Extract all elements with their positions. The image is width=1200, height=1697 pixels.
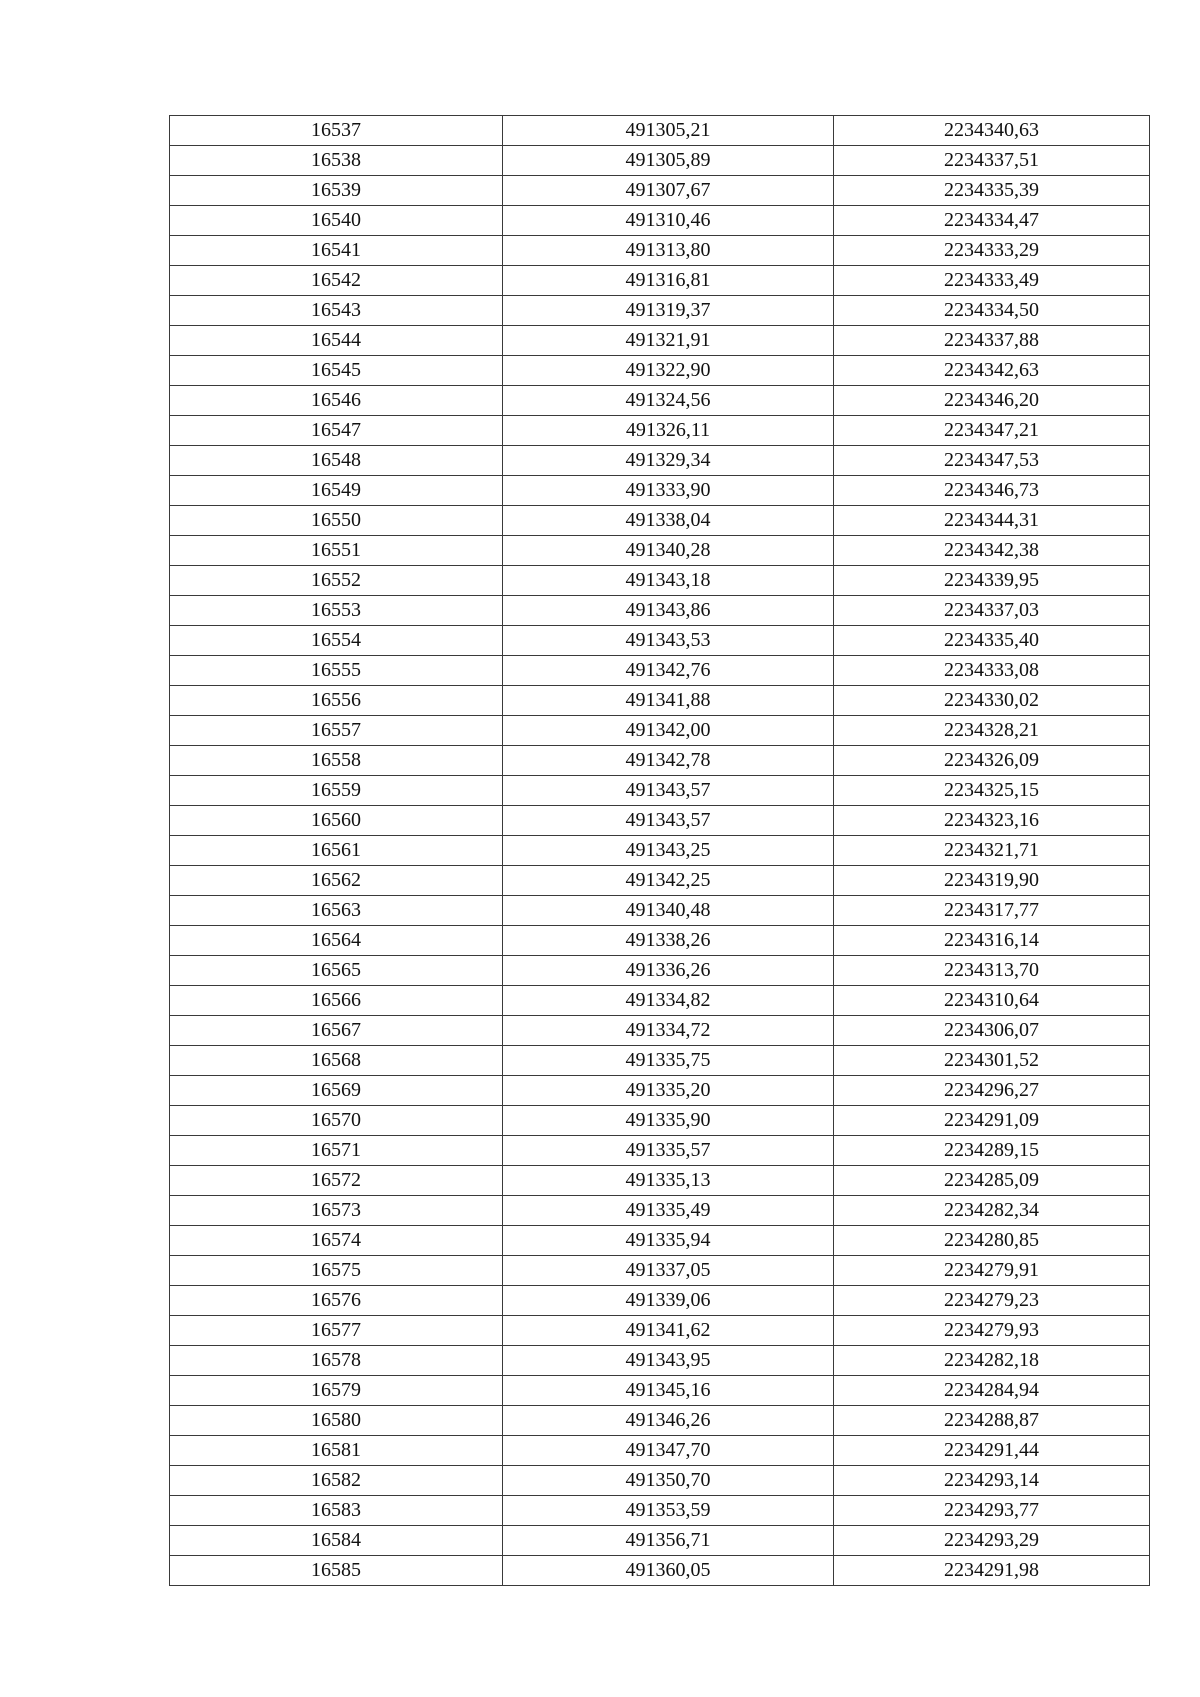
point-number-cell: 16538 <box>170 146 503 176</box>
x-coordinate-cell: 491342,78 <box>503 746 834 776</box>
y-coordinate-cell: 2234344,31 <box>834 506 1150 536</box>
table-row <box>170 506 1150 536</box>
table-row <box>170 1196 1150 1226</box>
table-row <box>170 926 1150 956</box>
table-row <box>170 536 1150 566</box>
point-number-cell: 16584 <box>170 1526 503 1556</box>
y-coordinate-cell: 2234333,08 <box>834 656 1150 686</box>
x-coordinate-cell: 491343,53 <box>503 626 834 656</box>
x-coordinate-cell: 491345,16 <box>503 1376 834 1406</box>
y-coordinate-cell: 2234296,27 <box>834 1076 1150 1106</box>
table-row <box>170 116 1150 146</box>
table-row <box>170 1466 1150 1496</box>
y-coordinate-cell: 2234285,09 <box>834 1166 1150 1196</box>
y-coordinate-cell: 2234347,53 <box>834 446 1150 476</box>
point-number-cell: 16583 <box>170 1496 503 1526</box>
table-row <box>170 1316 1150 1346</box>
table-row <box>170 1106 1150 1136</box>
table-row <box>170 746 1150 776</box>
point-number-cell: 16565 <box>170 956 503 986</box>
x-coordinate-cell: 491329,34 <box>503 446 834 476</box>
x-coordinate-cell: 491339,06 <box>503 1286 834 1316</box>
point-number-cell: 16570 <box>170 1106 503 1136</box>
x-coordinate-cell: 491334,72 <box>503 1016 834 1046</box>
table-row <box>170 1046 1150 1076</box>
y-coordinate-cell: 2234326,09 <box>834 746 1150 776</box>
table-row <box>170 266 1150 296</box>
table-row <box>170 1286 1150 1316</box>
point-number-cell: 16556 <box>170 686 503 716</box>
y-coordinate-cell: 2234291,44 <box>834 1436 1150 1466</box>
x-coordinate-cell: 491316,81 <box>503 266 834 296</box>
point-number-cell: 16547 <box>170 416 503 446</box>
table-row <box>170 1226 1150 1256</box>
point-number-cell: 16539 <box>170 176 503 206</box>
y-coordinate-cell: 2234347,21 <box>834 416 1150 446</box>
point-number-cell: 16557 <box>170 716 503 746</box>
y-coordinate-cell: 2234319,90 <box>834 866 1150 896</box>
y-coordinate-cell: 2234337,03 <box>834 596 1150 626</box>
y-coordinate-cell: 2234301,52 <box>834 1046 1150 1076</box>
point-number-cell: 16577 <box>170 1316 503 1346</box>
y-coordinate-cell: 2234334,50 <box>834 296 1150 326</box>
table-row <box>170 326 1150 356</box>
x-coordinate-cell: 491342,76 <box>503 656 834 686</box>
table-row <box>170 1136 1150 1166</box>
x-coordinate-cell: 491360,05 <box>503 1556 834 1586</box>
y-coordinate-cell: 2234346,73 <box>834 476 1150 506</box>
point-number-cell: 16553 <box>170 596 503 626</box>
x-coordinate-cell: 491342,00 <box>503 716 834 746</box>
point-number-cell: 16542 <box>170 266 503 296</box>
table-row <box>170 236 1150 266</box>
table-row <box>170 1526 1150 1556</box>
point-number-cell: 16551 <box>170 536 503 566</box>
point-number-cell: 16548 <box>170 446 503 476</box>
y-coordinate-cell: 2234339,95 <box>834 566 1150 596</box>
x-coordinate-cell: 491321,91 <box>503 326 834 356</box>
y-coordinate-cell: 2234337,88 <box>834 326 1150 356</box>
y-coordinate-cell: 2234342,63 <box>834 356 1150 386</box>
x-coordinate-cell: 491305,89 <box>503 146 834 176</box>
y-coordinate-cell: 2234293,29 <box>834 1526 1150 1556</box>
y-coordinate-cell: 2234337,51 <box>834 146 1150 176</box>
table-row <box>170 1076 1150 1106</box>
table-row <box>170 866 1150 896</box>
x-coordinate-cell: 491307,67 <box>503 176 834 206</box>
x-coordinate-cell: 491341,88 <box>503 686 834 716</box>
point-number-cell: 16585 <box>170 1556 503 1586</box>
point-number-cell: 16567 <box>170 1016 503 1046</box>
y-coordinate-cell: 2234330,02 <box>834 686 1150 716</box>
y-coordinate-cell: 2234346,20 <box>834 386 1150 416</box>
point-number-cell: 16559 <box>170 776 503 806</box>
point-number-cell: 16560 <box>170 806 503 836</box>
x-coordinate-cell: 491342,25 <box>503 866 834 896</box>
point-number-cell: 16541 <box>170 236 503 266</box>
point-number-cell: 16540 <box>170 206 503 236</box>
point-number-cell: 16544 <box>170 326 503 356</box>
x-coordinate-cell: 491335,49 <box>503 1196 834 1226</box>
y-coordinate-cell: 2234293,14 <box>834 1466 1150 1496</box>
table-row <box>170 896 1150 926</box>
point-number-cell: 16558 <box>170 746 503 776</box>
table-row <box>170 1496 1150 1526</box>
y-coordinate-cell: 2234310,64 <box>834 986 1150 1016</box>
y-coordinate-cell: 2234317,77 <box>834 896 1150 926</box>
table-row <box>170 176 1150 206</box>
x-coordinate-cell: 491305,21 <box>503 116 834 146</box>
y-coordinate-cell: 2234334,47 <box>834 206 1150 236</box>
table-row <box>170 776 1150 806</box>
x-coordinate-cell: 491343,25 <box>503 836 834 866</box>
y-coordinate-cell: 2234280,85 <box>834 1226 1150 1256</box>
point-number-cell: 16543 <box>170 296 503 326</box>
y-coordinate-cell: 2234333,29 <box>834 236 1150 266</box>
table-row <box>170 146 1150 176</box>
x-coordinate-cell: 491353,59 <box>503 1496 834 1526</box>
point-number-cell: 16581 <box>170 1436 503 1466</box>
table-row <box>170 716 1150 746</box>
y-coordinate-cell: 2234323,16 <box>834 806 1150 836</box>
table-row <box>170 836 1150 866</box>
table-row <box>170 1556 1150 1586</box>
x-coordinate-cell: 491335,13 <box>503 1166 834 1196</box>
y-coordinate-cell: 2234284,94 <box>834 1376 1150 1406</box>
y-coordinate-cell: 2234335,39 <box>834 176 1150 206</box>
table-row <box>170 596 1150 626</box>
point-number-cell: 16552 <box>170 566 503 596</box>
point-number-cell: 16561 <box>170 836 503 866</box>
point-number-cell: 16550 <box>170 506 503 536</box>
table-row <box>170 476 1150 506</box>
point-number-cell: 16546 <box>170 386 503 416</box>
table-row <box>170 206 1150 236</box>
y-coordinate-cell: 2234288,87 <box>834 1406 1150 1436</box>
point-number-cell: 16571 <box>170 1136 503 1166</box>
point-number-cell: 16575 <box>170 1256 503 1286</box>
x-coordinate-cell: 491338,26 <box>503 926 834 956</box>
x-coordinate-cell: 491335,94 <box>503 1226 834 1256</box>
x-coordinate-cell: 491335,75 <box>503 1046 834 1076</box>
point-number-cell: 16563 <box>170 896 503 926</box>
point-number-cell: 16572 <box>170 1166 503 1196</box>
y-coordinate-cell: 2234293,77 <box>834 1496 1150 1526</box>
point-number-cell: 16555 <box>170 656 503 686</box>
x-coordinate-cell: 491334,82 <box>503 986 834 1016</box>
table-row <box>170 956 1150 986</box>
table-row <box>170 446 1150 476</box>
table-row <box>170 1166 1150 1196</box>
x-coordinate-cell: 491335,20 <box>503 1076 834 1106</box>
x-coordinate-cell: 491346,26 <box>503 1406 834 1436</box>
table-row <box>170 1406 1150 1436</box>
x-coordinate-cell: 491341,62 <box>503 1316 834 1346</box>
x-coordinate-cell: 491326,11 <box>503 416 834 446</box>
x-coordinate-cell: 491313,80 <box>503 236 834 266</box>
y-coordinate-cell: 2234282,34 <box>834 1196 1150 1226</box>
table-row <box>170 806 1150 836</box>
y-coordinate-cell: 2234306,07 <box>834 1016 1150 1046</box>
x-coordinate-cell: 491343,86 <box>503 596 834 626</box>
table-row <box>170 566 1150 596</box>
table-row <box>170 656 1150 686</box>
x-coordinate-cell: 491335,90 <box>503 1106 834 1136</box>
x-coordinate-cell: 491322,90 <box>503 356 834 386</box>
y-coordinate-cell: 2234279,23 <box>834 1286 1150 1316</box>
y-coordinate-cell: 2234279,93 <box>834 1316 1150 1346</box>
coordinates-table <box>169 115 1150 1586</box>
y-coordinate-cell: 2234313,70 <box>834 956 1150 986</box>
point-number-cell: 16576 <box>170 1286 503 1316</box>
point-number-cell: 16564 <box>170 926 503 956</box>
point-number-cell: 16566 <box>170 986 503 1016</box>
x-coordinate-cell: 491319,37 <box>503 296 834 326</box>
coordinates-table-body <box>170 116 1150 1586</box>
table-row <box>170 686 1150 716</box>
x-coordinate-cell: 491350,70 <box>503 1466 834 1496</box>
table-row <box>170 1376 1150 1406</box>
x-coordinate-cell: 491333,90 <box>503 476 834 506</box>
table-row <box>170 416 1150 446</box>
x-coordinate-cell: 491337,05 <box>503 1256 834 1286</box>
point-number-cell: 16578 <box>170 1346 503 1376</box>
y-coordinate-cell: 2234342,38 <box>834 536 1150 566</box>
table-row <box>170 386 1150 416</box>
y-coordinate-cell: 2234289,15 <box>834 1136 1150 1166</box>
y-coordinate-cell: 2234291,98 <box>834 1556 1150 1586</box>
y-coordinate-cell: 2234316,14 <box>834 926 1150 956</box>
point-number-cell: 16582 <box>170 1466 503 1496</box>
x-coordinate-cell: 491343,57 <box>503 806 834 836</box>
x-coordinate-cell: 491343,18 <box>503 566 834 596</box>
point-number-cell: 16568 <box>170 1046 503 1076</box>
x-coordinate-cell: 491347,70 <box>503 1436 834 1466</box>
y-coordinate-cell: 2234321,71 <box>834 836 1150 866</box>
point-number-cell: 16580 <box>170 1406 503 1436</box>
table-row <box>170 626 1150 656</box>
point-number-cell: 16537 <box>170 116 503 146</box>
y-coordinate-cell: 2234335,40 <box>834 626 1150 656</box>
table-row <box>170 1346 1150 1376</box>
x-coordinate-cell: 491324,56 <box>503 386 834 416</box>
y-coordinate-cell: 2234333,49 <box>834 266 1150 296</box>
x-coordinate-cell: 491336,26 <box>503 956 834 986</box>
y-coordinate-cell: 2234340,63 <box>834 116 1150 146</box>
y-coordinate-cell: 2234279,91 <box>834 1256 1150 1286</box>
point-number-cell: 16545 <box>170 356 503 386</box>
y-coordinate-cell: 2234291,09 <box>834 1106 1150 1136</box>
point-number-cell: 16562 <box>170 866 503 896</box>
x-coordinate-cell: 491338,04 <box>503 506 834 536</box>
table-row <box>170 356 1150 386</box>
y-coordinate-cell: 2234328,21 <box>834 716 1150 746</box>
x-coordinate-cell: 491343,95 <box>503 1346 834 1376</box>
x-coordinate-cell: 491310,46 <box>503 206 834 236</box>
table-row <box>170 1016 1150 1046</box>
x-coordinate-cell: 491340,28 <box>503 536 834 566</box>
table-row <box>170 986 1150 1016</box>
table-row <box>170 1436 1150 1466</box>
x-coordinate-cell: 491356,71 <box>503 1526 834 1556</box>
table-row <box>170 1256 1150 1286</box>
y-coordinate-cell: 2234325,15 <box>834 776 1150 806</box>
y-coordinate-cell: 2234282,18 <box>834 1346 1150 1376</box>
point-number-cell: 16573 <box>170 1196 503 1226</box>
point-number-cell: 16579 <box>170 1376 503 1406</box>
x-coordinate-cell: 491343,57 <box>503 776 834 806</box>
point-number-cell: 16569 <box>170 1076 503 1106</box>
table-row <box>170 296 1150 326</box>
x-coordinate-cell: 491340,48 <box>503 896 834 926</box>
x-coordinate-cell: 491335,57 <box>503 1136 834 1166</box>
point-number-cell: 16554 <box>170 626 503 656</box>
point-number-cell: 16574 <box>170 1226 503 1256</box>
point-number-cell: 16549 <box>170 476 503 506</box>
